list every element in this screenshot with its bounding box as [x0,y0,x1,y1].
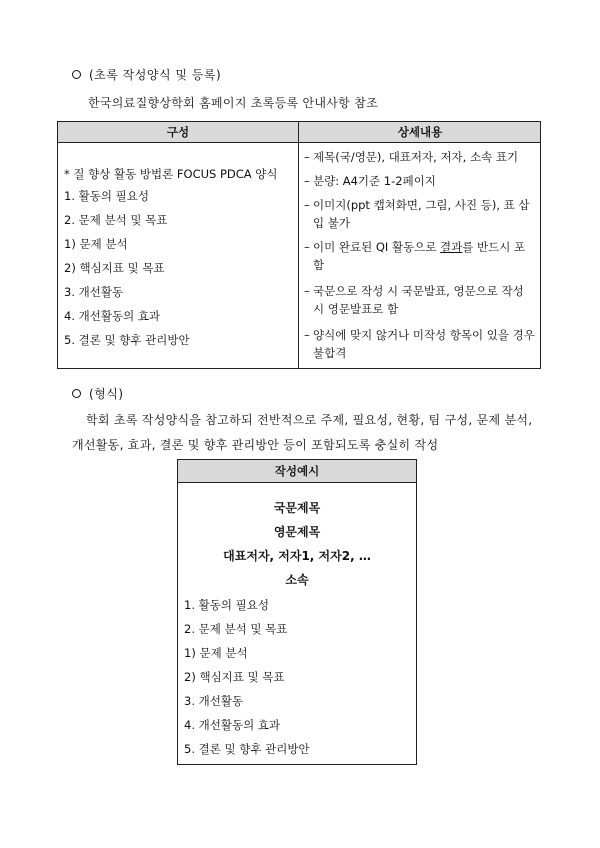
detail-text-before: 이미 완료된 QI 활동으로 [313,240,441,254]
example-title-korean: 국문제목 [273,501,321,515]
list-item: 2. 문제 분석 및 목표 [64,213,168,227]
section-heading-text: (형식) [89,387,124,401]
section-heading-format [72,385,124,402]
list-item [304,148,536,166]
example-affiliation: 소속 [285,573,309,587]
dash-bullet: – [304,284,310,298]
section-heading-text: (초록 작성양식 및 등록) [89,68,222,82]
list-item: 1. 활동의 필요성 [64,189,149,203]
dash-bullet: – [304,150,310,164]
list-item [304,172,536,190]
underlined-result-text: 결과 [440,240,463,254]
list-item: 4. 개선활동의 효과 [184,718,281,732]
dash-bullet: – [304,174,310,188]
list-item [304,326,536,362]
list-item: 5. 결론 및 향후 관리방안 [64,333,190,347]
table-header-details: 상세내용 [397,125,443,139]
list-item: 1) 문제 분석 [64,237,128,251]
detail-text: 이미지(ppt 캡쳐화면, 그림, 사진 등), 표 삽입 불가 [313,198,530,230]
table-column-divider [298,122,299,368]
list-item: 1. 활동의 필요성 [184,598,269,612]
example-header: 작성예시 [178,460,416,483]
list-item: 2) 핵심지표 및 목표 [64,261,165,275]
format-description-line: 학회 초록 작성양식을 참고하되 전반적으로 주제, 필요성, 현황, 팀 구성, 문제 분석, [86,413,533,427]
detail-text: 분량: A4기준 1-2페이지 [313,174,436,188]
section-note: 한국의료질향상학회 홈페이지 초록등록 안내사항 참조 [88,96,378,110]
list-item [304,282,536,318]
example-box [177,459,417,765]
dash-bullet: – [304,328,310,342]
list-item: 1) 문제 분석 [184,646,248,660]
example-title-english: 영문제목 [273,525,321,539]
list-item: * 질 향상 활동 방법론 FOCUS PDCA 양식 [64,167,278,181]
list-item: 2. 문제 분석 및 목표 [184,622,288,636]
list-item: 4. 개선활동의 효과 [64,309,161,323]
dash-bullet: – [304,198,310,212]
circle-bullet-icon [72,389,81,398]
detail-text: 제목(국/영문), 대표저자, 저자, 소속 표기 [313,150,519,164]
detail-text [304,238,536,274]
list-item: 3. 개선활동 [184,694,244,708]
detail-text: 양식에 맞지 않거나 미작성 항목이 있을 경우 불합격 [313,328,535,360]
detail-text-after: 를 반드시 포함 [313,240,526,272]
format-description-line: 개선활동, 효과, 결론 및 향후 관리방안 등이 포함되도록 충실히 작성 [72,438,439,452]
list-item: 2) 핵심지표 및 목표 [184,670,285,684]
list-item [304,238,536,274]
section-heading-abstract-form [72,66,221,83]
table-header-composition: 구성 [166,125,190,139]
example-authors: 대표저자, 저자1, 저자2, … [223,549,371,563]
list-item: 3. 개선활동 [64,285,124,299]
list-item: 5. 결론 및 향후 관리방안 [184,742,310,756]
composition-table [57,121,541,369]
list-item [304,196,536,232]
dash-bullet: – [304,240,310,254]
detail-text: 국문으로 작성 시 국문발표, 영문으로 작성 시 영문발표로 함 [313,284,524,316]
circle-bullet-icon [72,70,81,79]
